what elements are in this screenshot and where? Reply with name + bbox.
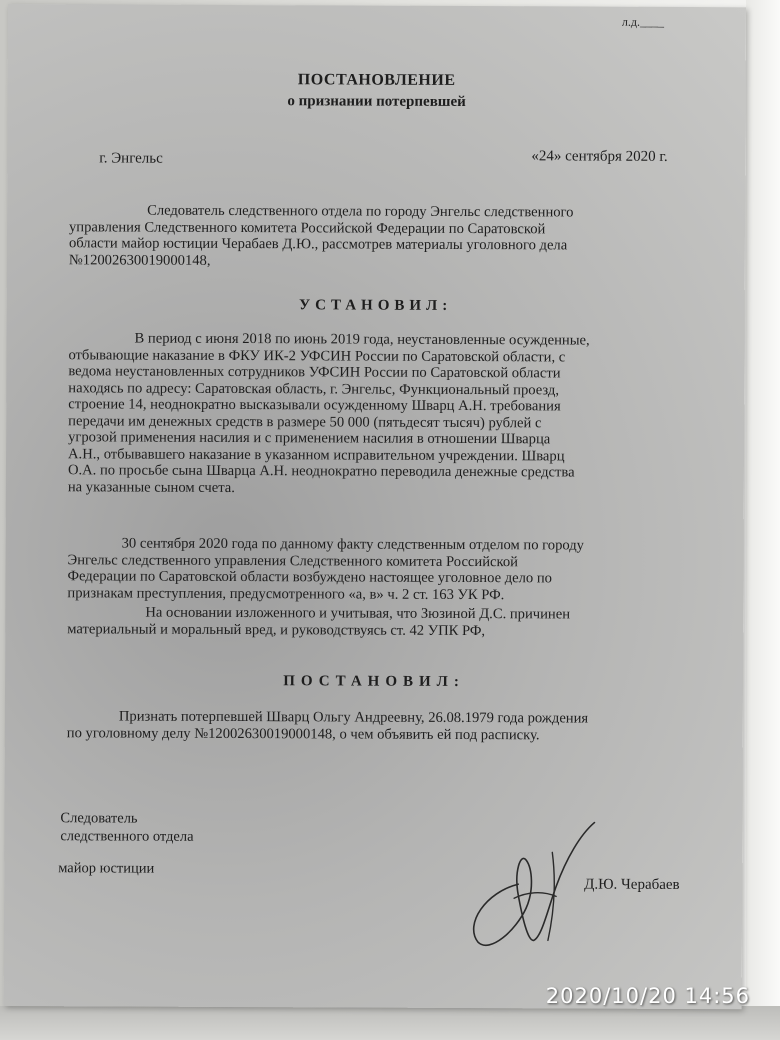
document-page [4,4,746,1009]
text-line: признакам преступления, предусмотренного «а, в» ч. 2 ст. 163 УК РФ. [67,584,505,603]
text-line: О.А. по просьбе сына Шварца А.Н. неоднократно переводила денежные средства [67,462,575,481]
signer-name: Д.Ю. Черабаев [584,876,680,893]
text-line: Следователь следственного отдела по городу Энгельс следственного [147,202,574,221]
text-line: материальный и моральный вред, и руководствуясь ст. 42 УПК РФ, [67,620,486,639]
resolution-paragraph [67,708,697,744]
heading-resolved: ПОСТАНОВИЛ: [283,673,465,690]
established-paragraph [68,330,699,498]
text-line: управления Следственного комитета Российской Федерации по Саратовской [68,218,546,237]
signer-department: следственного отдела [60,828,194,845]
text-line: На основании изложенного и учитывая, что Зюзиной Д.С. причинен [145,604,571,623]
case-sheet-ref: л.д.____ [621,14,665,29]
signer-rank: майор юстиции [58,860,155,877]
text-line: угрозой применения насилия и с применением насилия в отношении Шварца [68,429,551,448]
basis-paragraph [67,604,697,640]
document-title: ПОСТАНОВЛЕНИЕ [297,71,456,89]
document-city: г. Энгельс [99,150,163,167]
text-line: отбывающие наказание в ФКУ ИК-2 УФСИН России по Саратовской области, с [68,346,566,365]
signer-position: Следователь [60,810,138,827]
text-line: А.Н., отбывавшего наказание в указанном исправительном учреждении. Шварц [68,445,565,464]
text-line: на указанные сыном счета. [67,478,235,496]
text-line: Федерации по Саратовской области возбуждено настоящее уголовное дело по [67,568,553,587]
text-line: 30 сентября 2020 года по данному факту следственным отделом по городу [121,535,585,554]
case-opened-paragraph [67,535,697,604]
document-date: «24» сентября 2020 г. [531,148,668,165]
text-line: области майор юстиции Черабаев Д.Ю., рассмотрев материалы уголовного дела [68,235,568,254]
text-line: №12002630019000148, [68,251,211,269]
background-edge [746,0,780,1040]
document-subtitle: о признании потерпевшей [287,93,466,110]
text-line: передачи им денежных средств в размере 50 000 (пятьдесят тысяч) рублей с [68,412,542,431]
intro-paragraph [69,202,699,271]
text-line: В период с июня 2018 по июнь 2019 года, неустановленные осужденные, [134,330,590,349]
text-line: по уголовному делу №12002630019000148, о чем объявить ей под расписку. [66,724,540,743]
text-line: находясь по адресу: Саратовская область, г. Энгельс, Функциональный проезд, [68,379,560,398]
background-bottom [0,1006,780,1040]
photo-timestamp: 2020/10/20 14:56 [545,984,750,1008]
text-line: ведома неустановленных сотрудников УФСИН России по Саратовской области [68,363,561,382]
text-line: Признать потерпевшей Шварц Ольгу Андреевну, 26.08.1979 года рождения [118,708,589,727]
heading-established: УСТАНОВИЛ: [299,297,453,314]
text-line: Энгельс следственного управления Следственного комитета Российской [67,551,519,570]
text-line: строение 14, неоднократно высказывали осужденному Шварц А.Н. требования [68,396,561,415]
